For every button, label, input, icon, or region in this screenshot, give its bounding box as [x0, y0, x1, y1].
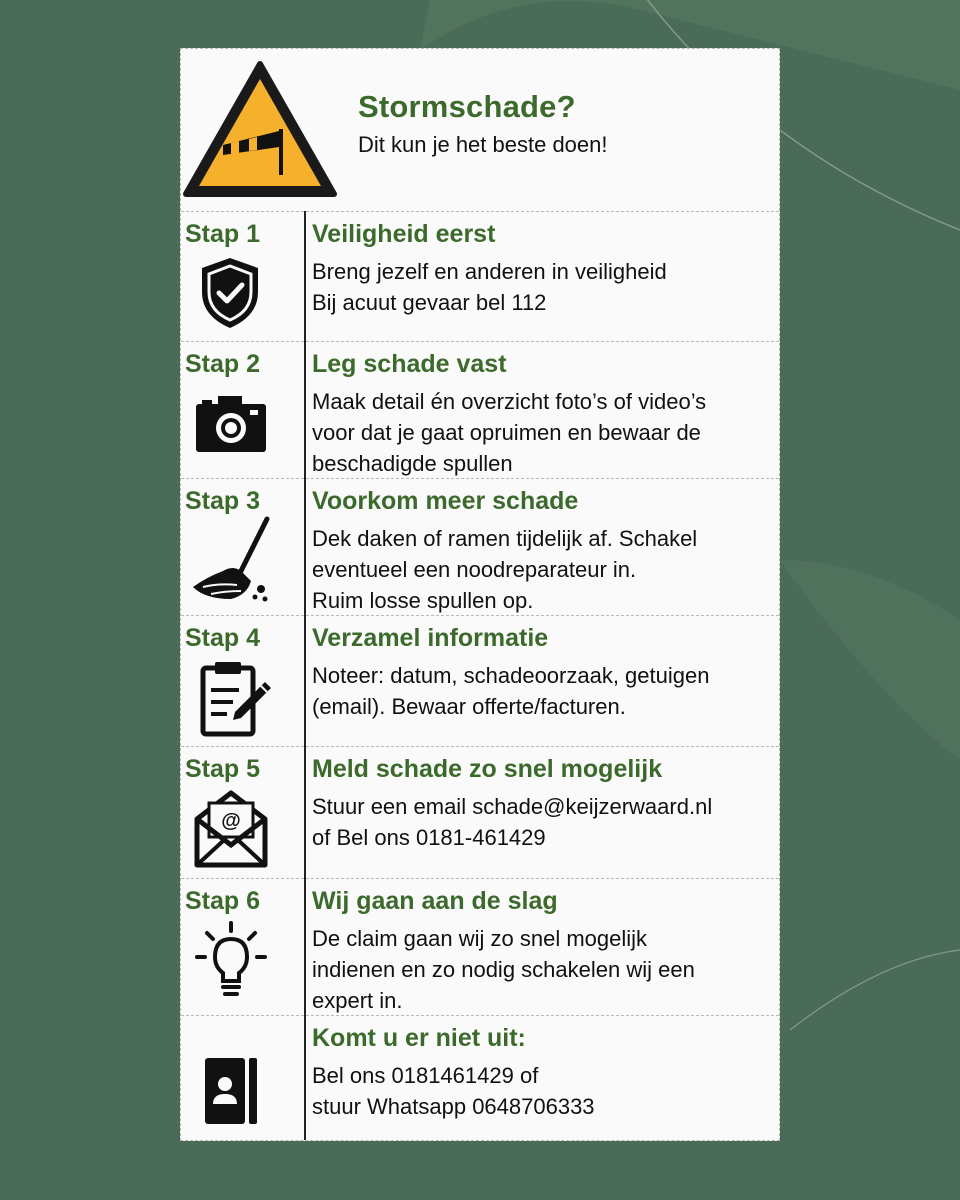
step-description [312, 660, 709, 722]
step-title: Wij gaan aan de slag [312, 887, 558, 915]
page-subtitle: Dit kun je het beste doen! [358, 132, 608, 157]
step-description [312, 791, 712, 853]
step-label: Stap 5 [185, 755, 261, 783]
step-title: Meld schade zo snel mogelijk [312, 755, 663, 783]
step-row-3 [181, 479, 779, 616]
step-title: Leg schade vast [312, 350, 507, 378]
description-line: Bel ons 0181461429 of [312, 1063, 539, 1088]
help-title: Komt u er niet uit: [312, 1024, 526, 1052]
card-header [181, 49, 779, 212]
step-label: Stap 1 [185, 220, 261, 248]
storm-damage-card [180, 48, 780, 1141]
step-label: Stap 6 [185, 887, 261, 915]
description-line: eventueel een noodreparateur in. [312, 557, 637, 582]
description-line: Maak detail én overzicht foto’s of video’s [312, 389, 707, 414]
description-line: Breng jezelf en anderen in veiligheid [312, 259, 667, 284]
step-label: Stap 2 [185, 350, 261, 378]
description-line: Ruim losse spullen op. [312, 588, 534, 613]
description-line: expert in. [312, 988, 403, 1013]
step-title: Verzamel informatie [312, 624, 549, 652]
description-line: Dek daken of ramen tijdelijk af. Schakel [312, 526, 698, 551]
description-line: Stuur een email schade@keijzerwaard.nl [312, 794, 713, 819]
step-row-2 [181, 342, 779, 479]
step-row-5 [181, 747, 779, 879]
email-icon [193, 789, 269, 869]
step-description [312, 523, 697, 616]
page-title: Stormschade? [358, 89, 576, 124]
step-label: Stap 4 [185, 624, 261, 652]
step-title: Voorkom meer schade [312, 487, 579, 515]
svg-text:@: @ [221, 810, 241, 832]
description-line: indienen en zo nodig schakelen wij een [312, 957, 695, 982]
shield-check-icon [199, 256, 261, 330]
step-row-1 [181, 212, 779, 342]
camera-icon [194, 392, 268, 454]
description-line: voor dat je gaat opruimen en bewaar de [312, 420, 701, 445]
description-line: De claim gaan wij zo snel mogelijk [312, 926, 648, 951]
step-description [312, 386, 706, 479]
step-row-6 [181, 879, 779, 1016]
contact-book-icon [203, 1056, 259, 1126]
step-description [312, 923, 695, 1016]
help-description [312, 1060, 595, 1122]
description-line: Noteer: datum, schadeoorzaak, getuigen [312, 663, 710, 688]
description-line: of Bel ons 0181-461429 [312, 825, 546, 850]
step-label: Stap 3 [185, 487, 261, 515]
windsock-warning-icon [183, 59, 337, 199]
step-description [312, 256, 667, 318]
step-row-4 [181, 616, 779, 747]
description-line: stuur Whatsapp 0648706333 [312, 1094, 595, 1119]
lightbulb-icon [195, 921, 267, 1003]
help-contact-row [181, 1016, 779, 1140]
description-line: (email). Bewaar offerte/facturen. [312, 694, 626, 719]
broom-icon [189, 515, 273, 607]
clipboard-icon [197, 660, 273, 738]
step-title: Veiligheid eerst [312, 220, 496, 248]
description-line: beschadigde spullen [312, 451, 513, 476]
description-line: Bij acuut gevaar bel 112 [312, 290, 547, 315]
